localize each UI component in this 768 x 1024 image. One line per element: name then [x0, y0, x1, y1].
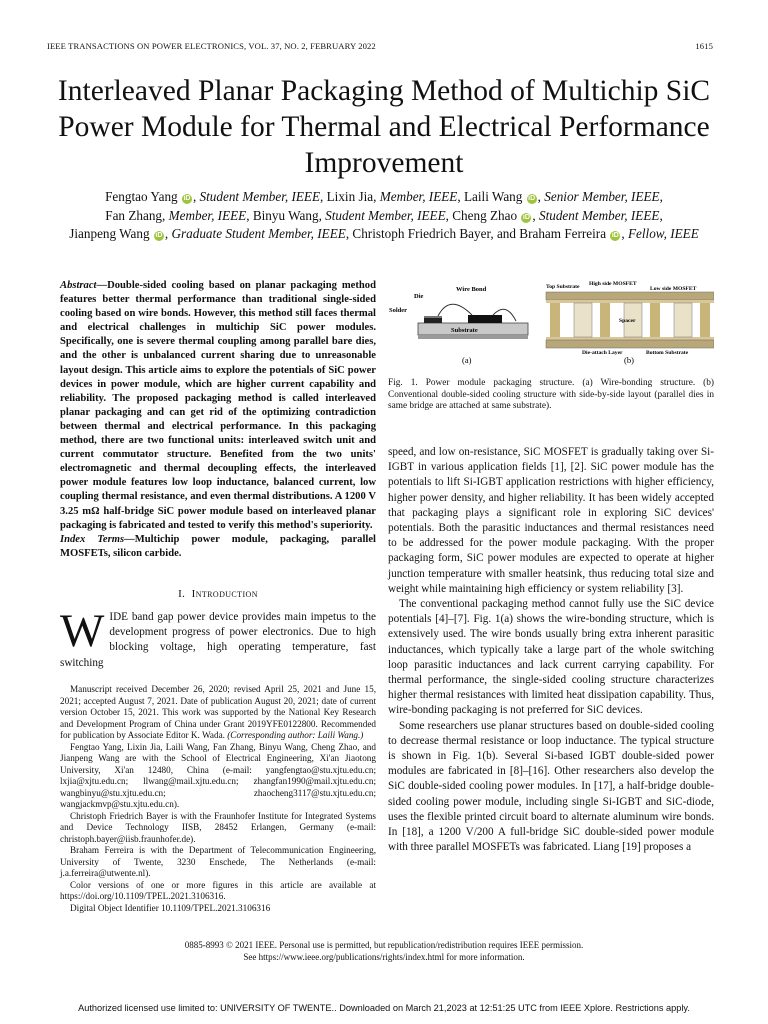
label-spacer: Spacer — [619, 318, 636, 324]
orcid-icon[interactable]: iD — [611, 232, 619, 239]
section-number: I. — [178, 588, 186, 600]
bottom-substrate — [546, 340, 714, 348]
page-number: 1615 — [695, 41, 713, 51]
figure-1b — [546, 281, 714, 365]
footnote-manuscript: Manuscript received December 26, 2020; revised April 25, 2021 and June 15, 2021; accepted August 7, 2021. Date of publication August 20, 2021; date of current version October 15, 2021. This work was supported by the National Key Research and Development Program of China under Grant 2019YFE0122800. Recommended for publication by Associate Editor K. Wada. (Corresponding author: Laili Wang.) — [60, 684, 376, 740]
substrate-base — [418, 335, 528, 339]
body-paragraph: speed, and low on-resistance, SiC MOSFET is gradually taking over Si-IGBT in various application fields [1], [2]. SiC power module has the potentials to lift Si-IGBT application restrictions with higher efficiency, higher power density, and higher reliability. It has been widely accepted that packaging plays a significant role in exploring SiC devices' potentials. Both the parasitic inductances and thermal resistances need to be addressed for the power module packaging. With the proper packaging form, SiC power modules are expected to operate at higher junction temperature with smaller heatsink, thus reducing total size and weight while maintaining high efficiency or system reliability [3]. — [388, 446, 714, 595]
label-top-substrate: Top Substrate — [546, 284, 580, 290]
index-terms-label: Index Terms — [60, 534, 125, 545]
author-role: Student Member, IEEE — [538, 207, 660, 223]
drop-cap: W — [60, 605, 105, 657]
mosfet-die — [674, 303, 692, 337]
author-role: Student Member, IEEE — [325, 207, 446, 223]
author-name: Laili Wang — [463, 189, 523, 204]
author-list: Fengtao Yang iD , Student Member, IEEE, Lixin Jia, Member, IEEE, Laili Wang iD , Senior Member, IEEE, Fan Zhang, Member, IEEE, Binyu Wang, Student Member, IEEE, Cheng Zhao iD , Student Member, IEEE, Jianpeng Wang iD , Graduate Student Member, IEEE, Christoph Friedrich Bayer, and Braham Ferreira iD , Fellow, IEEE — [69, 189, 699, 241]
label-fig-a: (a) — [462, 355, 472, 365]
author-name: Braham Ferreira — [519, 226, 607, 241]
body-paragraph: Some researchers use planar structures based on double-sided cooling to decrease thermal resistance or loop inductance. The typical structure is shown in Fig. 1(b). Several Si-based IGBT double-sided power modules are fabricated in [8]–[16]. Other researchers also develop the SiC double-sided cooling power modules. In [17], a half-bridge double-sided cooling power module, including single Si-IGBT and SiC-diode, uses the flexible printed circuit board to alternate aluminum wire bonds. In [18], a 1200 V/200 A full-bridge SiC double-sided power module with three parallel MOSFETs was fabricated. Liang [19] proposes a — [388, 719, 714, 854]
label-bottom-substrate: Bottom Substrate — [646, 350, 689, 356]
spacer-post — [550, 303, 560, 337]
author-name: Christoph Friedrich Bayer — [352, 226, 491, 241]
orcid-icon[interactable]: iD — [528, 195, 536, 202]
wire-bond-line — [438, 304, 472, 316]
top-substrate — [546, 292, 714, 300]
figure-1-caption: Fig. 1. Power module packaging structure. (a) Wire-bonding structure. (b) Conventional double-sided cooling structure with side-by-side layout (parallel dies in same bridge are attached at same substrate). — [388, 378, 714, 412]
footnotes — [60, 684, 376, 914]
label-low-side: Low side MOSFET — [650, 286, 697, 292]
label-wire-bond: Wire Bond — [456, 286, 487, 293]
right-column-body — [388, 445, 714, 855]
spacer-post — [600, 303, 610, 337]
author-role: Student Member, IEEE — [199, 189, 321, 204]
solder-layer — [424, 316, 442, 318]
body-paragraph: The conventional packaging method cannot fully use the SiC device potentials [4]–[7]. Fig. 1(a) shows the wire-bonding structure, which is extensively used. The wire bonds usually bring extra inherent parasitic inductances, which typically take a large part of the whole switching loop parasitic inductances and lack current carrying capability. For thermal performance, the single-sided cooling structure characterizes higher thermal resistances with limited heat dissipation capability. Thus, wire-bonding packaging is not preferred for SiC devices. — [388, 598, 714, 717]
intro-paragraph — [60, 605, 376, 671]
rights-link[interactable]: See https://www.ieee.org/publications/rights/index.html for more information. — [243, 951, 525, 962]
label-die-attach: Die-attach Layer — [582, 350, 623, 356]
corresponding-author: (Corresponding author: Laili Wang.) — [227, 730, 364, 740]
author-name: Jianpeng Wang — [69, 226, 150, 241]
author-name: Lixin Jia — [326, 189, 374, 204]
journal-name: IEEE TRANSACTIONS ON POWER ELECTRONICS, VOL. 37, NO. 2, FEBRUARY 2022 — [47, 41, 376, 51]
author-name: Fengtao Yang — [105, 189, 178, 204]
label-die: Die — [414, 293, 424, 300]
author-role: Senior Member, IEEE — [544, 189, 660, 204]
author-role: Graduate Student Member, IEEE — [171, 226, 346, 241]
label-substrate: Substrate — [451, 327, 478, 334]
label-fig-b: (b) — [624, 355, 634, 365]
author-name: Binyu Wang — [252, 207, 319, 223]
author-role: Fellow, IEEE — [627, 226, 699, 241]
label-high-side: High side MOSFET — [589, 281, 637, 287]
die-block — [424, 318, 442, 323]
top-substrate-copper — [546, 300, 714, 303]
label-solder: Solder — [389, 307, 408, 314]
spacer-post — [650, 303, 660, 337]
orcid-icon[interactable]: iD — [183, 195, 191, 202]
footnote-affiliation: Fengtao Yang, Lixin Jia, Laili Wang, Fan Zhang, Binyu Wang, Cheng Zhao, and Jianpeng Wang are with the School of Electrical Engineering, Xi'an Jiaotong University, Xi'an 12480, China (e-mail: yangfengtao@stu.xjtu.edu.cn; lxjia@xjtu.edu.cn; llwang@mail.xjtu.edu.cn; zhangfan1990@mail.xjtu.edu.cn; wangbinyu@stu.xjtu.edu.cn; zhaocheng3117@stu.xjtu.edu.cn; wangjackmvp@stu.xjtu.edu.cn). — [60, 741, 376, 809]
figure-1-diagram — [388, 279, 714, 369]
copyright-line: 0885-8993 © 2021 IEEE. Personal use is permitted, but republication/redistribution requires IEEE permission. — [184, 940, 584, 950]
figure-1 — [388, 279, 714, 369]
section-heading — [60, 588, 376, 600]
orcid-icon[interactable]: iD — [155, 232, 163, 239]
abstract-label: Abstract — [60, 280, 97, 291]
index-terms: Index Terms—Multichip power module, packaging, parallel MOSFETs, silicon carbide. — [60, 534, 376, 560]
footnote-affiliation: Christoph Friedrich Bayer is with the Fraunhofer Institute for Integrated Systems and Device Technology IISB, 28452 Erlangen, Germany (e-mail: christoph.bayer@iisb.fraunhofer.de). — [60, 810, 376, 844]
figure-1a — [389, 286, 528, 365]
section-title: Introduction — [191, 588, 258, 600]
mosfet-die — [574, 303, 592, 337]
bottom-substrate-copper — [546, 337, 714, 340]
footnote-affiliation: Braham Ferreira is with the Department of Telecommunication Engineering, University of Twente, 3230 Enschede, The Netherlands (e-mail: j.a.ferreira@utwente.nl). — [60, 845, 376, 878]
author-name: Cheng Zhao — [452, 207, 518, 223]
author-name: Fan Zhang — [105, 207, 163, 223]
intro-text: IDE band gap power device provides main impetus to the development progress of power electronics. Due to high blocking voltage, high operating temperature, fast switching — [60, 611, 376, 669]
copyright-notice — [0, 940, 768, 963]
author-role: Member, IEEE — [379, 189, 458, 204]
authorized-use-banner: Authorized licensed use limited to: UNIVERSITY OF TWENTE.. Downloaded on March 21,2023 at 12:51:25 UTC from IEEE Xplore. Restrictions apply. — [78, 1003, 690, 1013]
author-role: Member, IEEE — [168, 207, 247, 223]
abstract: Abstract—Double-sided cooling based on planar packaging method features better thermal performance than traditional single-sided cooling based on wire bonds. However, this method still faces thermal and electrical challenges in multichip SiC power modules. Specifically, one is severe thermal coupling among parallel bare dies, and the other is unbalanced current sharing due to unreasonable layout design. This article aims to explore the potentials of SiC power devices in power module, which are higher current capability and reliability. The proposed packaging method is called interleaved planar packaging and can get rid of the optimizing contradiction between thermal and electrical performance. In this packaging method, there are two functional units: interleaved switch unit and current commutator structure. Benefited from the two units' electromagnetic and thermal decoupling effects, the interleaved power module features low loop inductance, balanced current, low coupling thermal resistance, and even thermal distributions. A 1200 V 3.25 mΩ half-bridge SiC power module based on interleaved planar packaging is fabricated and tested to verify this method's superiority. — [60, 280, 376, 531]
spacer-post — [700, 303, 710, 337]
paper-title: Interleaved Planar Packaging Method of Multichip SiC Power Module for Thermal and Electrical Performance Improvement — [57, 75, 711, 179]
footnote-doi: Digital Object Identifier 10.1109/TPEL.2021.3106316 — [70, 902, 271, 913]
orcid-icon[interactable]: iD — [522, 213, 530, 221]
index-terms-text: Multichip power module, packaging, parallel MOSFETs, silicon carbide. — [60, 534, 376, 560]
pad-block — [468, 315, 502, 323]
footnote-color: Color versions of one or more figures in this article are available at https://doi.org/10.1109/TPEL.2021.3106316. — [60, 879, 376, 901]
abstract-text: Double-sided cooling based on planar packaging method features better thermal performance than traditional single-sided cooling based on wire bonds. However, this method still faces thermal and electrical challenges in multichip SiC power modules. Specifically, one is severe thermal coupling among parallel bare dies, and the other is unbalanced current sharing due to unreasonable layout design. This article aims to explore the potentials of SiC power devices in power module, which are higher current capability and reliability. The proposed packaging method is called interleaved planar packaging and can get rid of the optimizing contradiction between thermal and electrical performance. In this packaging method, there are two functional units: interleaved switch unit and current commutator structure. Benefited from the two units' electromagnetic and thermal decoupling effects, the interleaved power module features low loop inductance, balanced current, low coupling thermal resistance, and even thermal distributions. A 1200 V 3.25 mΩ half-bridge SiC power module based on interleaved planar packaging is fabricated and tested to verify this method's superiority. — [60, 280, 376, 531]
running-header — [47, 41, 713, 51]
